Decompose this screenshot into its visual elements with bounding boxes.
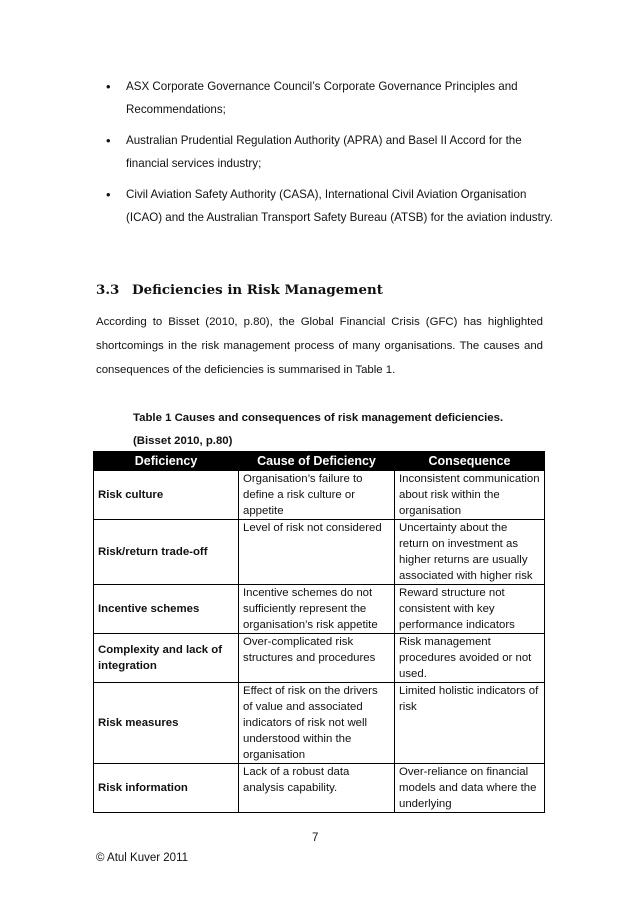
deficiency-cell: Risk culture — [94, 471, 239, 520]
section-title: Deficiencies in Risk Management — [132, 282, 383, 298]
cause-cell: Organisation’s failure to define a risk culture or appetite — [239, 471, 395, 520]
table-row — [94, 764, 545, 813]
consequence-cell: Uncertainty about the return on investment as higher returns are usually associated with higher risk — [395, 520, 545, 585]
table-row — [94, 520, 545, 585]
cause-cell: Effect of risk on the drivers of value and associated indicators of risk not well understood within the organisation — [239, 683, 395, 764]
bullet-list — [96, 76, 556, 238]
cause-cell: Incentive schemes do not sufficiently represent the organisation’s risk appetite — [239, 585, 395, 634]
bullet-item: • ASX Corporate Governance Council’s Corporate Governance Principles and Recommendations; — [96, 76, 556, 121]
copyright-footer: © Atul Kuver 2011 — [96, 852, 189, 864]
deficiency-cell: Incentive schemes — [94, 585, 239, 634]
deficiency-table — [93, 451, 545, 813]
table-row — [94, 471, 545, 520]
consequence-cell: Reward structure not consistent with key performance indicators — [395, 585, 545, 634]
bullet-item: • Civil Aviation Safety Authority (CASA), International Civil Aviation Organisation (ICAO) and the Australian Transport Safety Bureau (ATSB) for the aviation industry. — [96, 184, 556, 229]
deficiency-cell: Risk/return trade-off — [94, 520, 239, 585]
header-consequence: Consequence — [395, 452, 545, 471]
section-number: 3.3 — [96, 282, 120, 298]
consequence-cell: Inconsistent communication about risk within the organisation — [395, 471, 545, 520]
page-number: 7 — [312, 832, 319, 844]
table-row — [94, 683, 545, 764]
table-row — [94, 634, 545, 683]
table-row — [94, 585, 545, 634]
section-paragraph: According to Bisset (2010, p.80), the Global Financial Crisis (GFC) has highlighted shortcomings in the risk management process of many organisations. The causes and consequences of the deficiencies is summarised in Table 1. — [96, 316, 543, 376]
cause-cell: Level of risk not considered — [239, 520, 395, 585]
bullet-item: • Australian Prudential Regulation Authority (APRA) and Basel II Accord for the financial services industry; — [96, 130, 556, 175]
consequence-cell: Over-reliance on financial models and data where the underlying — [395, 764, 545, 813]
deficiency-cell: Risk measures — [94, 683, 239, 764]
consequence-cell: Risk management procedures avoided or not used. — [395, 634, 545, 683]
cause-cell: Lack of a robust data analysis capability. — [239, 764, 395, 813]
header-cause: Cause of Deficiency — [239, 452, 395, 471]
consequence-cell: Limited holistic indicators of risk — [395, 683, 545, 764]
cause-cell: Over-complicated risk structures and procedures — [239, 634, 395, 683]
table-caption: Table 1 Causes and consequences of risk management deficiencies. (Bisset 2010, p.80) — [133, 412, 504, 447]
table-header-row — [94, 452, 545, 471]
deficiency-cell: Risk information — [94, 764, 239, 813]
deficiency-cell: Complexity and lack of integration — [94, 634, 239, 683]
header-deficiency: Deficiency — [94, 452, 239, 471]
section-heading — [96, 282, 383, 298]
